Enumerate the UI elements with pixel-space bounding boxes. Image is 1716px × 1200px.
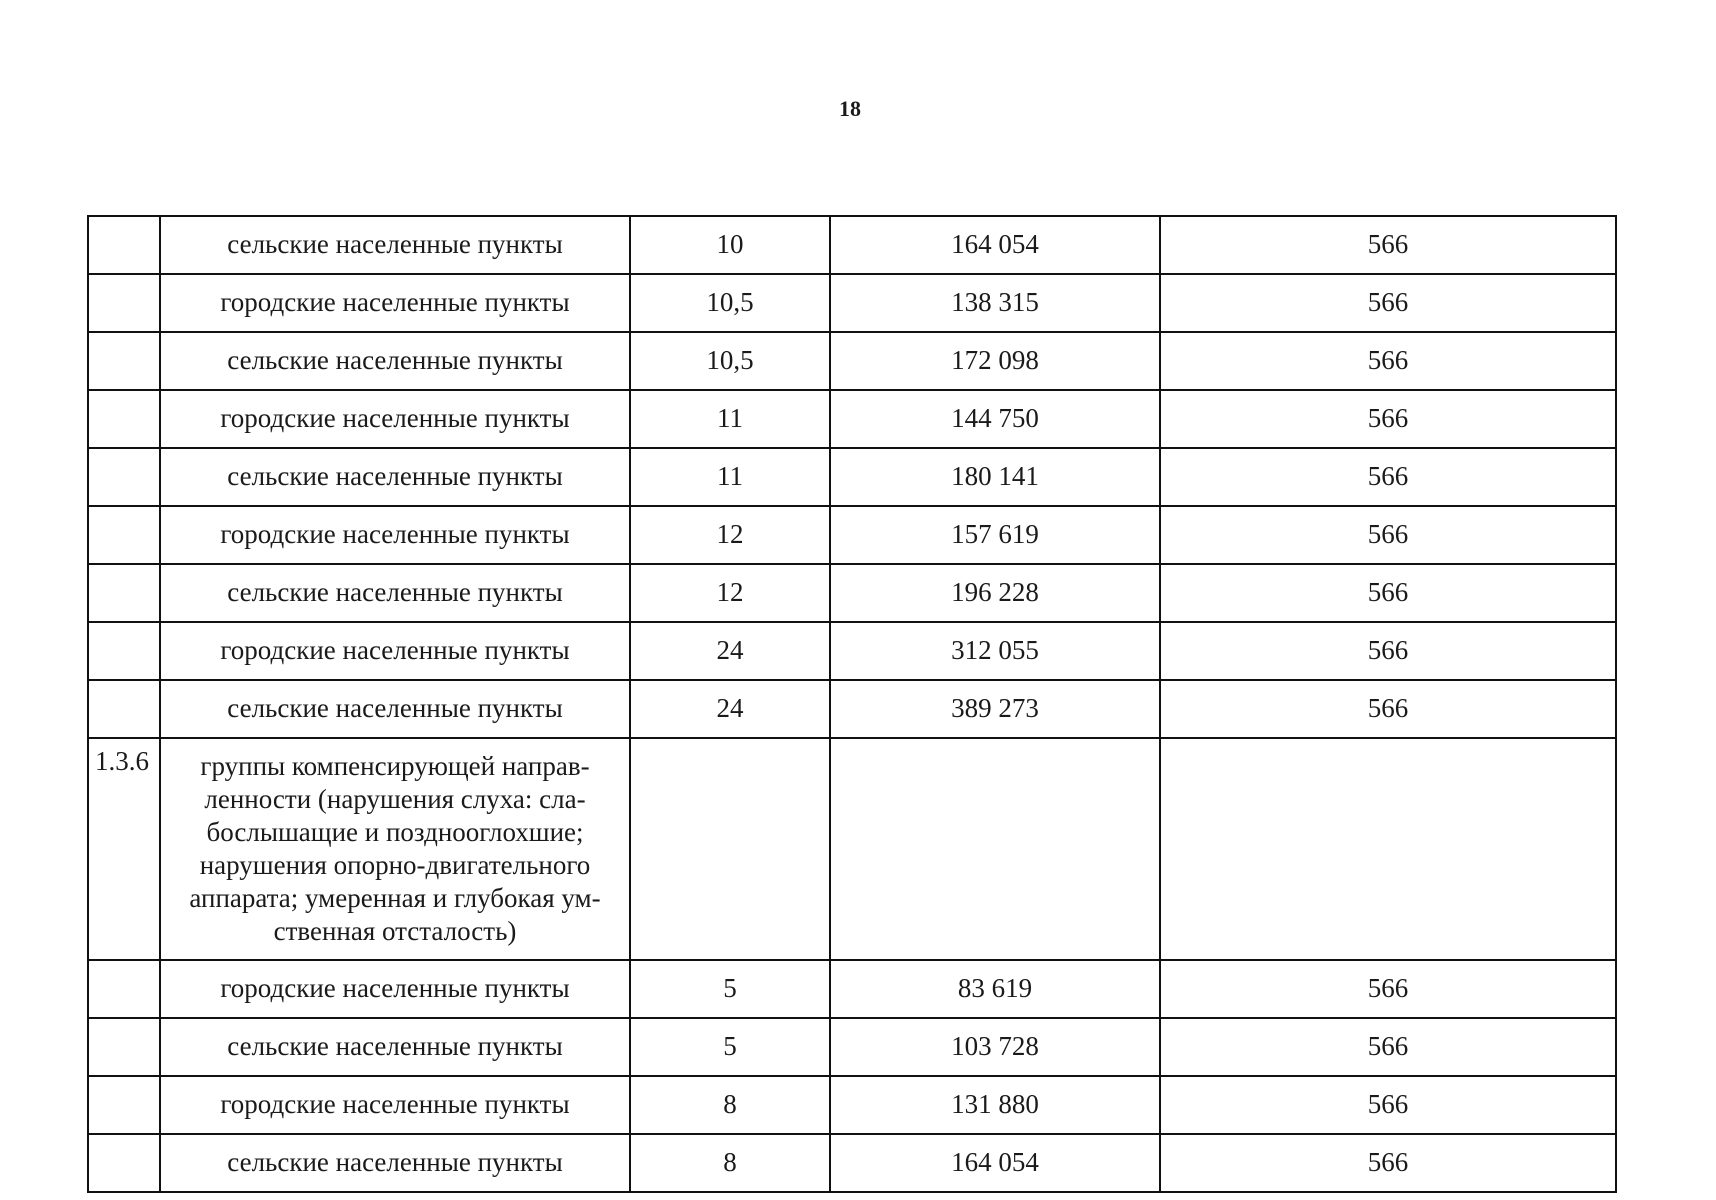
table-row xyxy=(88,1076,1616,1134)
amount-value: 138 315 xyxy=(830,274,1160,332)
tariff-table xyxy=(87,215,1617,1193)
hours-value: 12 xyxy=(630,564,830,622)
code-value: 566 xyxy=(1160,960,1616,1018)
row-number xyxy=(88,960,160,1018)
row-number xyxy=(88,506,160,564)
hours-value: 11 xyxy=(630,390,830,448)
section-title-line: бослышащие и позднооглохшие; xyxy=(206,817,584,848)
table-row xyxy=(88,680,1616,738)
row-number xyxy=(88,216,160,274)
settlement-type: сельские населенные пункты xyxy=(160,564,630,622)
amount-value: 389 273 xyxy=(830,680,1160,738)
code-value: 566 xyxy=(1160,1134,1616,1192)
table-row xyxy=(88,332,1616,390)
settlement-type: городские населенные пункты xyxy=(160,960,630,1018)
code-value: 566 xyxy=(1160,564,1616,622)
code-value: 566 xyxy=(1160,332,1616,390)
hours-value: 10 xyxy=(630,216,830,274)
code-value: 566 xyxy=(1160,680,1616,738)
code-value: 566 xyxy=(1160,1018,1616,1076)
hours-value: 12 xyxy=(630,506,830,564)
code-value: 566 xyxy=(1160,448,1616,506)
amount-value: 164 054 xyxy=(830,1134,1160,1192)
code-value xyxy=(1160,738,1616,960)
hours-value: 8 xyxy=(630,1076,830,1134)
table-row xyxy=(88,448,1616,506)
settlement-type: городские населенные пункты xyxy=(160,506,630,564)
table-row xyxy=(88,960,1616,1018)
table-row xyxy=(88,390,1616,448)
section-header-row xyxy=(88,738,1616,960)
settlement-type: сельские населенные пункты xyxy=(160,332,630,390)
section-title-line: группы компенсирующей направ- xyxy=(200,751,590,782)
hours-value: 8 xyxy=(630,1134,830,1192)
amount-value xyxy=(830,738,1160,960)
code-value: 566 xyxy=(1160,274,1616,332)
section-number: 1.3.6 xyxy=(88,738,160,960)
amount-value: 131 880 xyxy=(830,1076,1160,1134)
amount-value: 180 141 xyxy=(830,448,1160,506)
table-row xyxy=(88,274,1616,332)
settlement-type: городские населенные пункты xyxy=(160,390,630,448)
settlement-type: городские населенные пункты xyxy=(160,1076,630,1134)
row-number xyxy=(88,1134,160,1192)
settlement-type: сельские населенные пункты xyxy=(160,216,630,274)
section-title-line: аппарата; умеренная и глубокая ум- xyxy=(189,882,601,913)
hours-value: 10,5 xyxy=(630,332,830,390)
table-row xyxy=(88,622,1616,680)
row-number xyxy=(88,622,160,680)
amount-value: 103 728 xyxy=(830,1018,1160,1076)
row-number xyxy=(88,332,160,390)
table-row xyxy=(88,1134,1616,1192)
code-value: 566 xyxy=(1160,1076,1616,1134)
page-number: 18 xyxy=(839,96,861,121)
section-title-line: нарушения опорно-двигательного xyxy=(199,850,591,880)
code-value: 566 xyxy=(1160,506,1616,564)
row-number xyxy=(88,1018,160,1076)
settlement-type: сельские населенные пункты xyxy=(160,448,630,506)
amount-value: 83 619 xyxy=(830,960,1160,1018)
amount-value: 164 054 xyxy=(830,216,1160,274)
settlement-type: сельские населенные пункты xyxy=(160,680,630,738)
section-title-line: ственная отсталость) xyxy=(273,915,517,946)
amount-value: 172 098 xyxy=(830,332,1160,390)
section-title xyxy=(160,738,630,960)
code-value: 566 xyxy=(1160,390,1616,448)
table-row xyxy=(88,506,1616,564)
row-number xyxy=(88,564,160,622)
amount-value: 157 619 xyxy=(830,506,1160,564)
hours-value: 10,5 xyxy=(630,274,830,332)
row-number xyxy=(88,448,160,506)
row-number xyxy=(88,1076,160,1134)
hours-value: 11 xyxy=(630,448,830,506)
hours-value: 5 xyxy=(630,1018,830,1076)
table-row xyxy=(88,1018,1616,1076)
settlement-type: городские населенные пункты xyxy=(160,274,630,332)
code-value: 566 xyxy=(1160,622,1616,680)
row-number xyxy=(88,680,160,738)
table-row xyxy=(88,216,1616,274)
settlement-type: городские населенные пункты xyxy=(160,622,630,680)
amount-value: 196 228 xyxy=(830,564,1160,622)
hours-value: 5 xyxy=(630,960,830,1018)
row-number xyxy=(88,274,160,332)
amount-value: 312 055 xyxy=(830,622,1160,680)
amount-value: 144 750 xyxy=(830,390,1160,448)
hours-value: 24 xyxy=(630,680,830,738)
settlement-type: сельские населенные пункты xyxy=(160,1018,630,1076)
settlement-type: сельские населенные пункты xyxy=(160,1134,630,1192)
table-row xyxy=(88,564,1616,622)
hours-value: 24 xyxy=(630,622,830,680)
row-number xyxy=(88,390,160,448)
section-title-line: ленности (нарушения слуха: сла- xyxy=(204,784,586,815)
code-value: 566 xyxy=(1160,216,1616,274)
hours-value xyxy=(630,738,830,960)
